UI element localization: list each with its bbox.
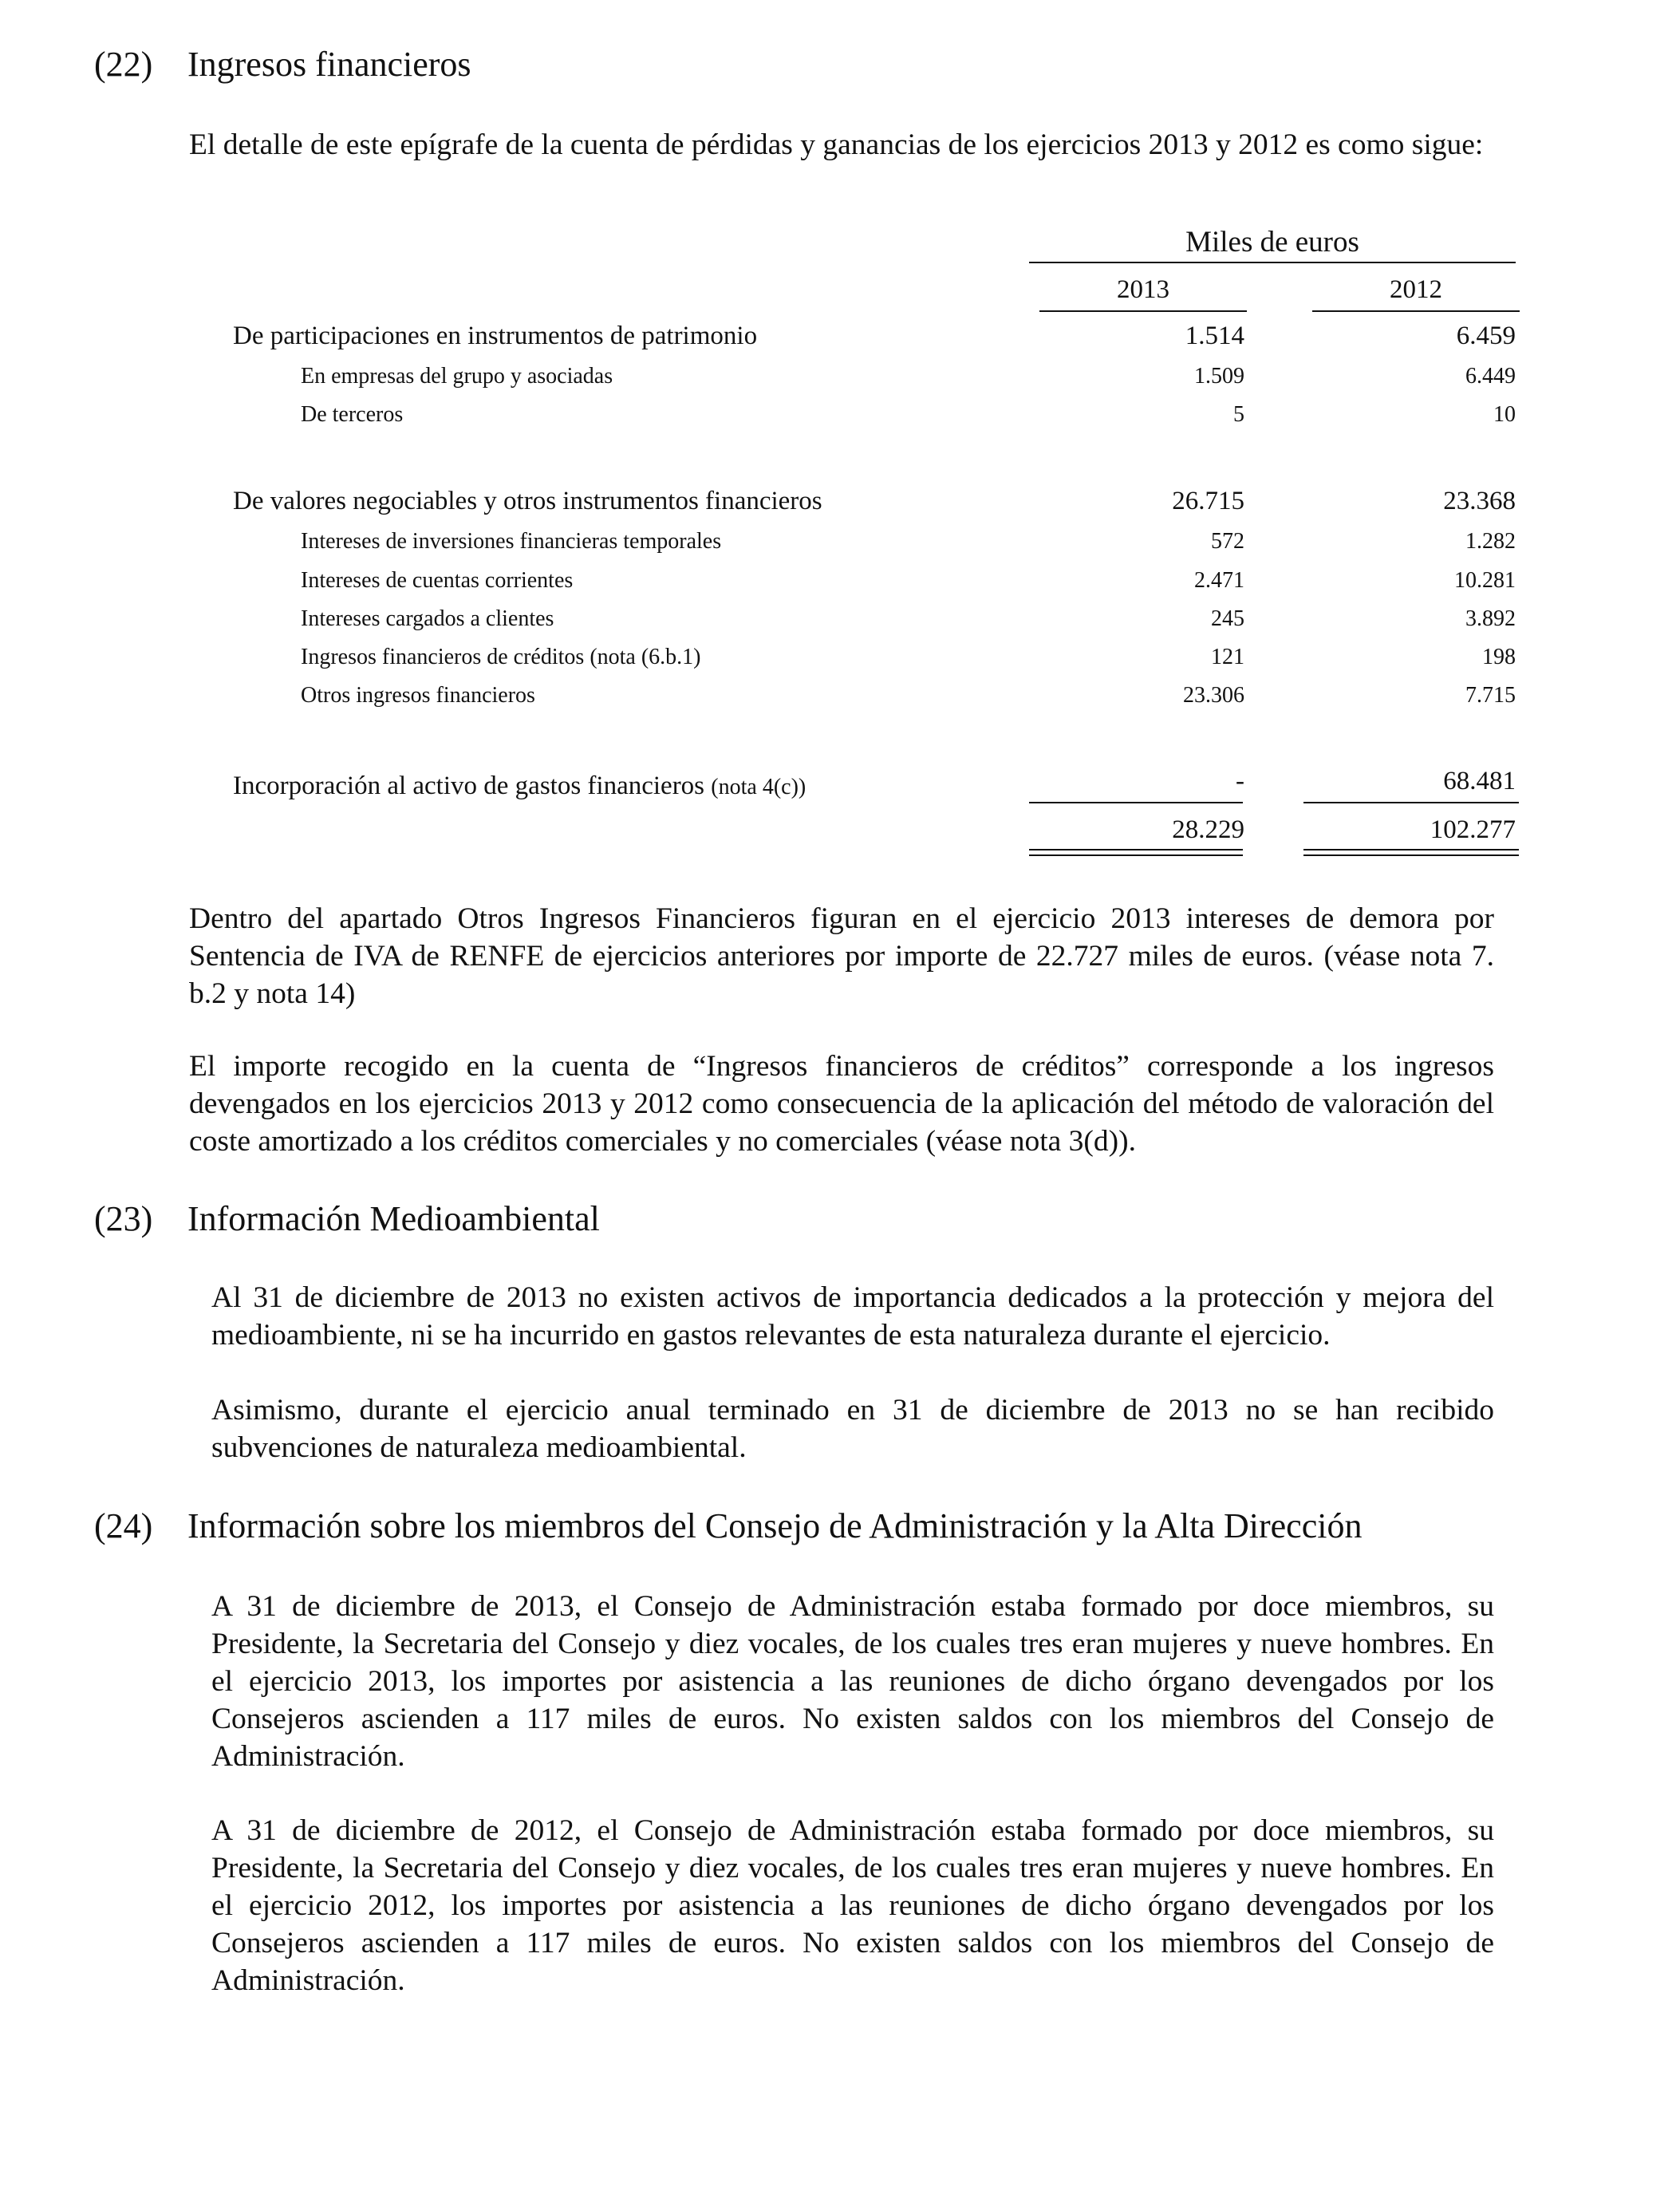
section-24-paragraph-1: A 31 de diciembre de 2013, el Consejo de Administración estaba formado por doce miembros, su Presidente, la Secretaria del Consejo y diez vocales, de los cuales tres eran mujeres y nueve hombres. En el ejercicio 2013, los importes por asistencia a las reuniones de dicho órgano devengados por los Consejeros ascienden a 117 miles de euros. No existen saldos con los miembros del Consejo de Administración.	[211, 1590, 1494, 1773]
row-value-2013: 245	[1211, 606, 1244, 631]
unit-header: Miles de euros	[1185, 226, 1359, 258]
column-header-2012: 2012	[1390, 275, 1442, 304]
subtotal-rule-2013	[1029, 802, 1243, 803]
row-value-2012: 10	[1493, 402, 1516, 427]
row-value-2012: 3.892	[1465, 606, 1516, 631]
incorporation-label: Incorporación al activo de gastos financieros	[233, 772, 705, 800]
row-value-2012: 6.449	[1465, 364, 1516, 389]
row-value-2013: 572	[1211, 529, 1244, 554]
group-label: De valores negociables y otros instrumentos financieros	[233, 487, 822, 515]
section-number: (22)	[94, 45, 153, 84]
section-title: Información Medioambiental	[187, 1199, 600, 1238]
group-value-2012: 23.368	[1443, 487, 1516, 515]
section-23-paragraph-1: Al 31 de diciembre de 2013 no existen activos de importancia dedicados a la protección y mejora del medioambiente, ni se ha incurrido en gastos relevantes de esta naturaleza durante el ejercicio.	[211, 1281, 1494, 1352]
group-value-2013: 1.514	[1185, 322, 1244, 350]
row-value-2012: 1.282	[1465, 529, 1516, 554]
row-value-2012: 198	[1482, 645, 1516, 669]
section-24-heading	[94, 1506, 1362, 1547]
section-22-paragraph-2: El importe recogido en la cuenta de “Ingresos financieros de créditos” corresponde a los ingresos devengados en los ejercicios 2013 y 2012 como consecuencia de la aplicación del método de valoración del coste amortizado a los créditos comerciales y no comerciales (véase nota 3(d)).	[189, 1050, 1494, 1158]
section-24-paragraph-2: A 31 de diciembre de 2012, el Consejo de Administración estaba formado por doce miembros, su Presidente, la Secretaria del Consejo y diez vocales, de los cuales tres eran mujeres y nueve hombres. En el ejercicio 2012, los importes por asistencia a las reuniones de dicho órgano devengados por los Consejeros ascienden a 117 miles de euros. No existen saldos con los miembros del Consejo de Administración.	[211, 1814, 1494, 1997]
row-value-2012: 10.281	[1454, 568, 1516, 593]
row-label: En empresas del grupo y asociadas	[301, 364, 613, 389]
row-value-2013: 23.306	[1183, 683, 1244, 708]
incorporation-row-label	[233, 772, 806, 801]
total-double-rule-2013	[1029, 849, 1243, 856]
row-label: Intereses cargados a clientes	[301, 606, 554, 631]
section-title: Ingresos financieros	[187, 45, 471, 84]
row-label: Otros ingresos financieros	[301, 683, 535, 708]
column-header-2013: 2013	[1117, 275, 1169, 304]
row-value-2013: 121	[1211, 645, 1244, 669]
row-label: Intereses de cuentas corrientes	[301, 568, 574, 593]
total-double-rule-2012	[1303, 849, 1519, 856]
group-value-2012: 6.459	[1456, 322, 1516, 350]
row-label: Ingresos financieros de créditos (nota (6.b.1)	[301, 645, 701, 669]
section-23-paragraph-2: Asimismo, durante el ejercicio anual terminado en 31 de diciembre de 2013 no se han recibido subvenciones de naturaleza medioambiental.	[211, 1394, 1494, 1464]
total-value-2013: 28.229	[1172, 815, 1244, 844]
header-rule	[1029, 262, 1516, 263]
row-label: Intereses de inversiones financieras temporales	[301, 529, 722, 554]
total-value-2012: 102.277	[1430, 815, 1516, 844]
incorporation-value-2013: -	[1236, 767, 1244, 795]
column-rule-2012	[1312, 310, 1520, 312]
section-title: Información sobre los miembros del Consejo de Administración y la Alta Dirección	[187, 1506, 1363, 1545]
row-value-2013: 5	[1233, 402, 1244, 427]
row-value-2013: 1.509	[1194, 364, 1244, 389]
column-rule-2013	[1039, 310, 1247, 312]
incorporation-value-2012: 68.481	[1443, 767, 1516, 795]
incorporation-note: (nota 4(c))	[711, 775, 806, 799]
section-22-paragraph-1: Dentro del apartado Otros Ingresos Financieros figuran en el ejercicio 2013 intereses de demora por Sentencia de IVA de RENFE de ejercicios anteriores por importe de 22.727 miles de euros. (véase nota 7. b.2 y nota 14)	[189, 902, 1494, 1010]
section-number: (23)	[94, 1199, 153, 1238]
section-23-heading	[94, 1198, 600, 1240]
row-label: De terceros	[301, 402, 404, 427]
group-value-2013: 26.715	[1172, 487, 1244, 515]
group-label: De participaciones en instrumentos de patrimonio	[233, 322, 758, 350]
subtotal-rule-2012	[1303, 802, 1519, 803]
section-22-intro: El detalle de este epígrafe de la cuenta de pérdidas y ganancias de los ejercicios 2013 y 2012 es como sigue:	[189, 128, 1484, 161]
section-22-heading	[94, 44, 471, 85]
section-number: (24)	[94, 1506, 153, 1545]
row-value-2012: 7.715	[1465, 683, 1516, 708]
row-value-2013: 2.471	[1194, 568, 1244, 593]
